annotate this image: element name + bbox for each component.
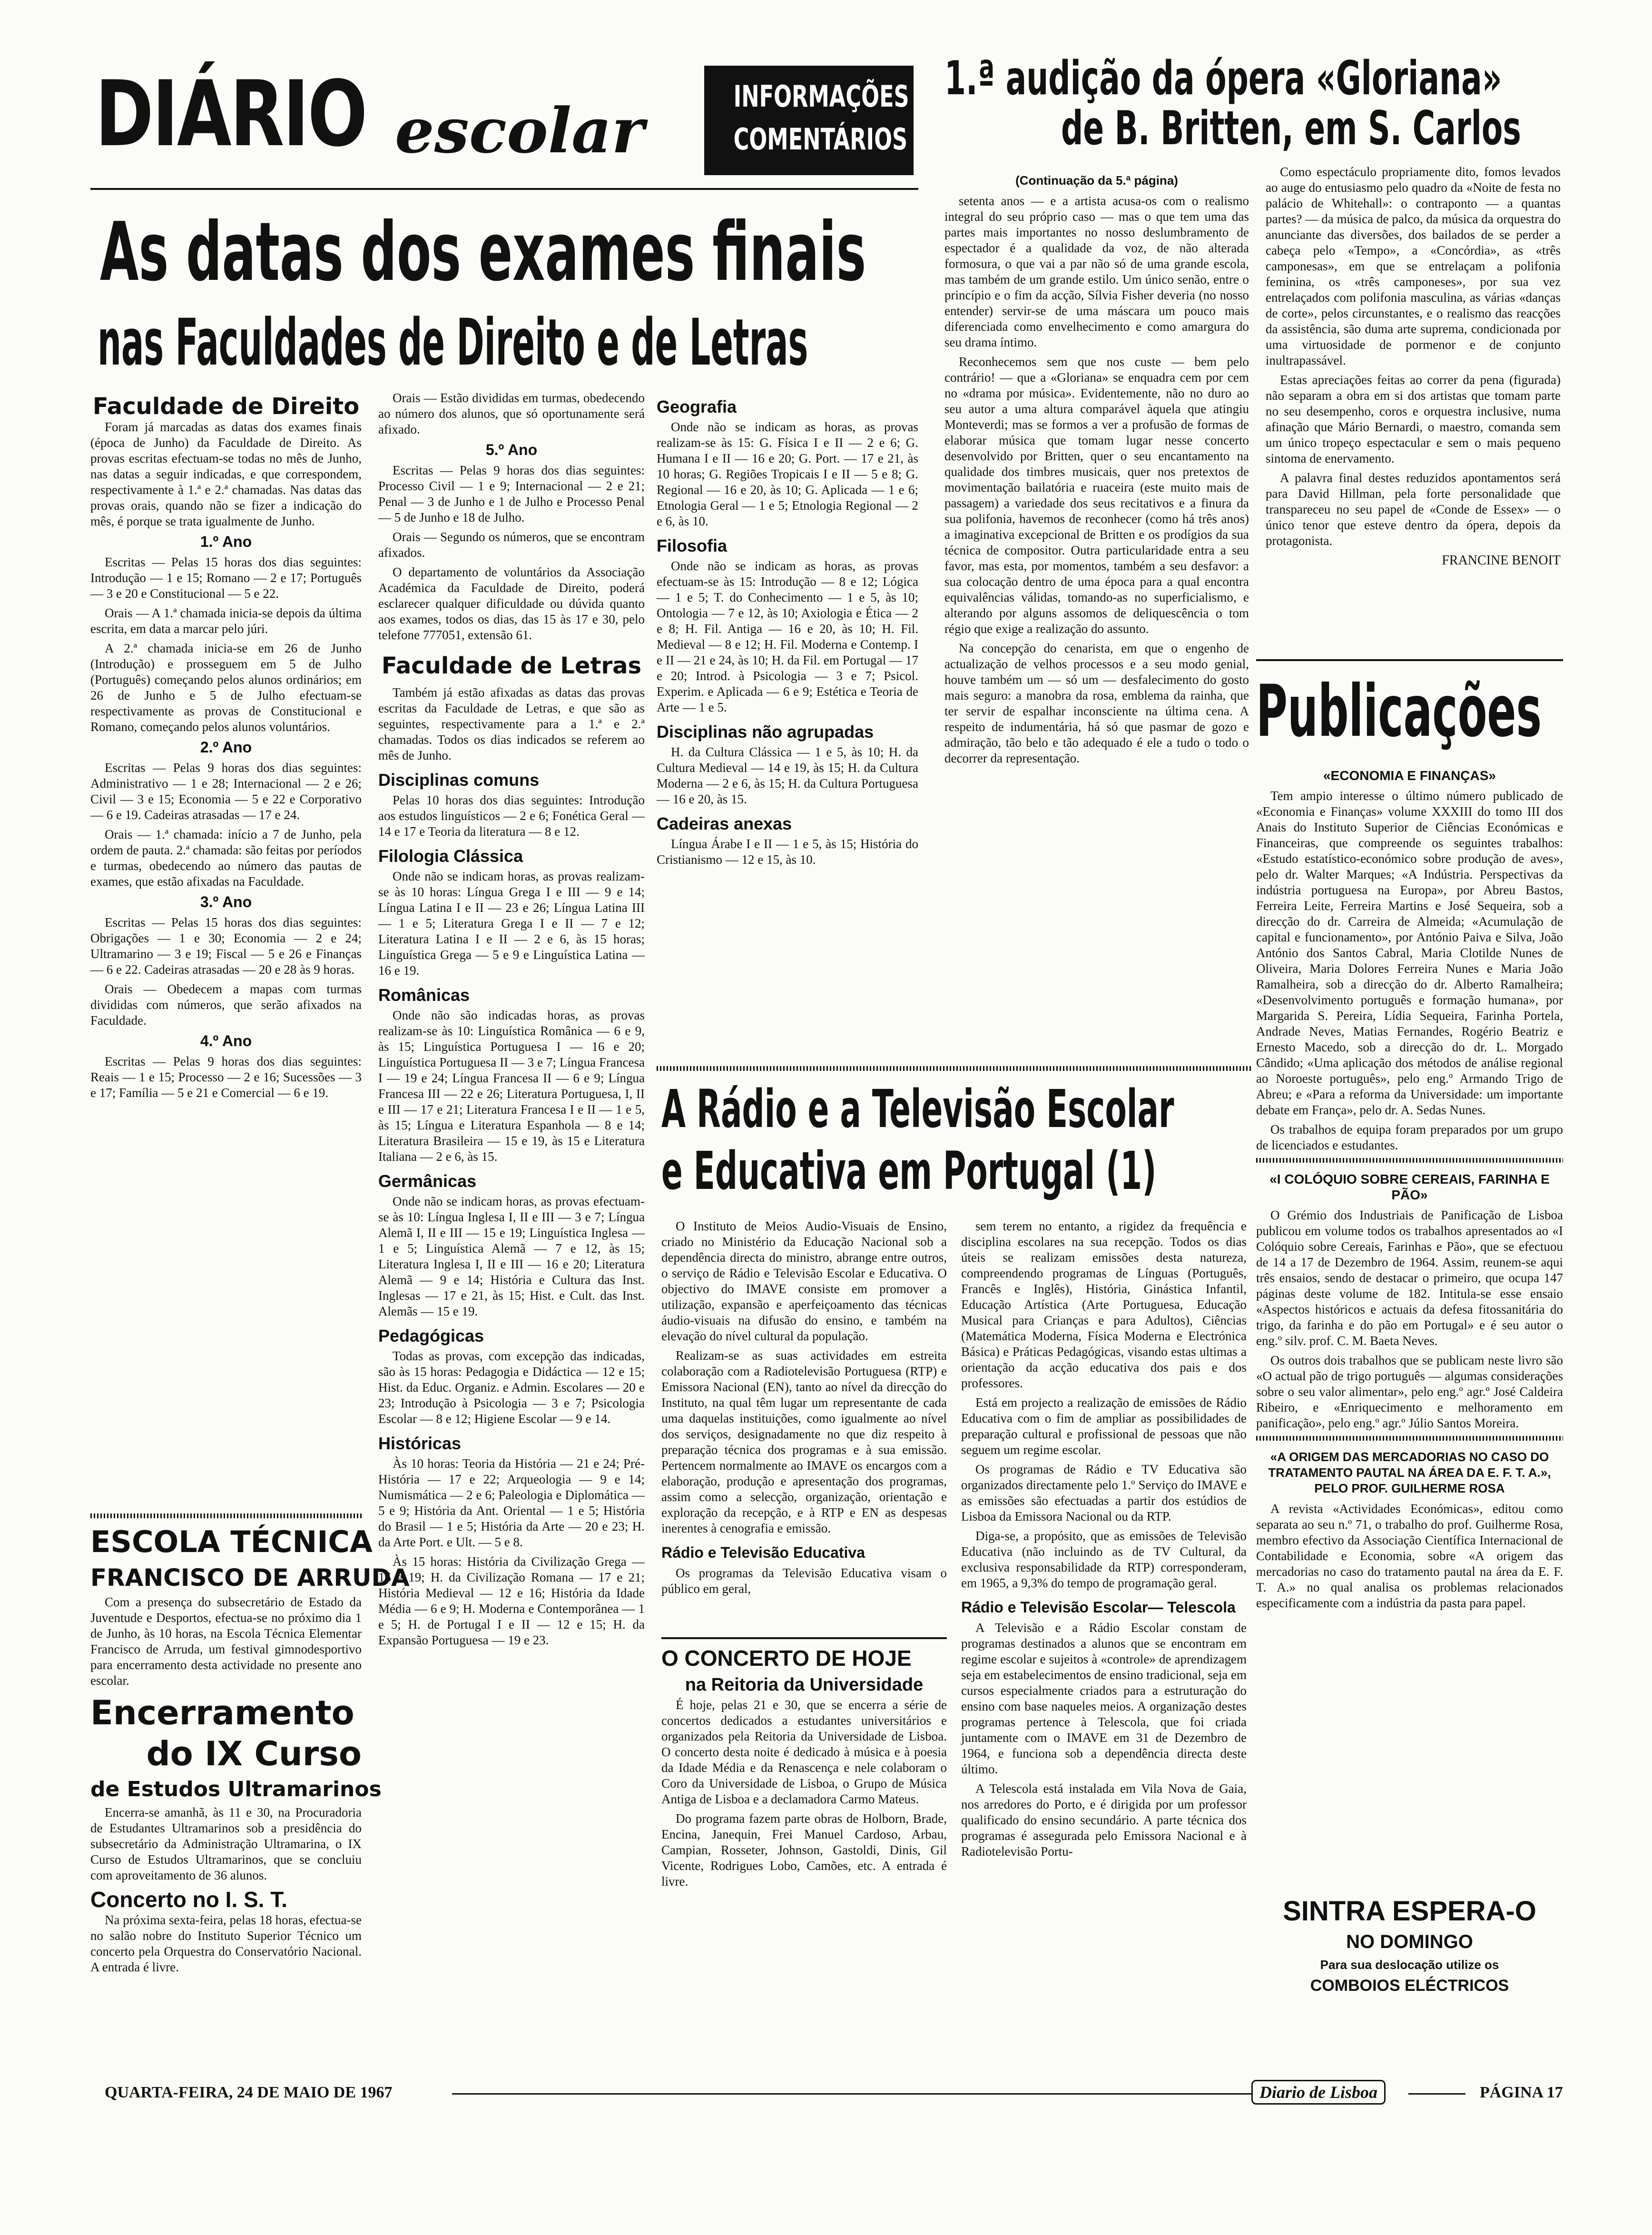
concerto-hoje — [661, 1637, 947, 2070]
historicas-text2: Às 15 horas: História da Civilização Grega — 15 e 19; H. da Civilização Romana — 17 e 21; História Medieval — 12 e 16; História da Idade Média — 6 e 9; H. Moderna e Contemporânea — 1 e 5; H. de Portugal I e II — 12 e 15; H. da Expansão Portuguesa — 19 e 23. — [378, 1554, 645, 1647]
geografia-text: Onde não se indicam as horas, as provas realizam-se às 15: G. Física I e II — 2 e 6; G. Humana I e II — 16 e 20; G. Port. — 17 e 21, às 10 horas; G. Regiões Tropicais I e II — 5 e 8; G. Regional — 16 e 20, às 10; G. Aplicada — 1 e 6; Etnologia Geral — 1 e 5; Etnologia Regional — 2 e 6, às 10. — [657, 420, 918, 528]
sintra-line3: Para sua deslocação utilize os — [1320, 1958, 1499, 1972]
ano5-voluntarios: O departamento de voluntários da Associação Académica da Faculdade de Direito, poderá esclarecer qualquer dificuldade ou dúvida quanto aos exames, todos os dias, das 15 às 17 e 30, pelo telefone 777051, extensão 61. — [378, 565, 645, 642]
romanicas-text: Onde não são indicadas horas, as provas realizam-se às 10: Linguística Românica — 6 e 9, às 15; Linguística Portuguesa I — 16 e 20; Linguística Portuguesa II — 3 e 7; Língua Francesa I — 19 e 24; Língua Francesa II — 6 e 9; Língua Francesa III — 22 e 26; Literatura Portuguesa, I, II e III — 17 e 21; Literatura Francesa I e II — 1 e 5, às 15; Língua e Literatura Espanhola — 8 e 14; Literatura Brasileira — 15 e 19, às 15 e Literatura Italiana — 2 e 6, às 15. — [378, 1008, 645, 1164]
comuns-text: Pelas 10 horas dos dias seguintes: Introdução aos estudos linguísticos — 2 e 6; Fonética Geral — 14 e 17 e Teoria da literatura — 8 e 12. — [378, 793, 645, 839]
opera-col2 — [1266, 164, 1561, 650]
coloquio-text1: O Grémio dos Industriais de Panificação de Lisboa publicou em volume todos os trabalhos apresentados ao «I Colóquio sobre Cereais, Farinhas e Pão», que se efectuou de 14 a 17 de Dezembro de 1964. Assim, reunem-se aqui três ensaios, sendo de destacar o primeiro, que ocupa 147 páginas deste volume de 182. Intitula-se esse ensaio «Aspectos históricos e actuais da defesa fitossanitária do trigo, da farinha e do pão em Portugal» e é seu autor o eng.º silv. prof. C. M. Baeta Neves. — [1256, 1208, 1563, 1348]
masthead — [90, 57, 918, 186]
footer-line-left — [452, 2093, 1251, 2095]
germanicas-text: Onde não se indicam horas, as provas efectuam-se às 10: Língua Inglesa I, II e III — 3 e 7; Língua Alemã I, II e III — 15 e 19; Linguística Inglesa — 1 e 5; Linguística Alemã — 7 e 12, às 15; Literatura Inglesa I, II e III — 16 e 20; Literatura Alemã — 9 e 14; História e Cultura das Inst. Inglesas — 17 e 21, às 15; Hist. e Cult. das Inst. Alemãs — 15 e 19. — [378, 1194, 645, 1318]
ano5-escritas: Escritas — Pelas 9 horas dos dias seguintes: Processo Civil — 1 e 9; Internacional — 2 e 21; Penal — 3 de Junho e 1 de Julho e Processo Penal — 5 de Junho e 18 de Julho. — [378, 463, 645, 524]
filosofia-text: Onde não se indicam as horas, as provas efectuam-se às 15: Introdução — 8 e 12; Lógica — 1 e 5; T. do Conhecimento — 1 e 5, às 10; Ontologia — 7 e 12, às 10; Axiologia e Ética — 2 e 8; H. Fil. Antiga — 16 e 20, às 10; H. Fil. Medieval — 8 e 12; H. Fil. Moderna e Contemp. I e II — 21 e 24, às 10; H. da Fil. em Portugal — 17 e 20; Introd. à Psicologia — 3 e 7; Psicol. Experim. e Aplicada — 6 e 9; Estética e Teoria de Arte — 1 e 5. — [657, 559, 918, 714]
ano5-heading: 5.º Ano — [485, 441, 538, 458]
opera-title1: 1.ª audição da ópera «Gloriana» — [944, 51, 1502, 106]
separator — [1256, 1436, 1563, 1441]
radio-p2: Realizam-se as suas actividades em estreita colaboração com a Radiotelevisão Portuguesa (RTP) e Emissora Nacional (EN), tanto ao nível da direcção do Instituto, na qual têm lugar um representante de cada uma daquelas instituições, como igualmente ao nível dos serviços, designadamente no que diz respeito à preparação técnica dos programas e à sua emissão. Pertencem normalmente ao IMAVE os encargos com a elaboração, produção e apresentação dos programas, assim como a selecção, organização, orientação e exploração da recepção, e à RTP e EN as despesas inerentes à cenografia e emissão. — [661, 1348, 947, 1535]
radio-col1 — [661, 1218, 947, 1628]
pedagogicas-heading: Pedagógicas — [378, 1326, 484, 1345]
col2 — [378, 390, 645, 2070]
escola-text: Com a presença do subsecretário de Estado da Juventude e Desportos, efectua-se no próximo dia 1 de Junho, às 10 horas, na Escola Técnica Elementar Francisco de Arruda, um festival gimnodesportivo para encerramento desta actividade no presente ano escolar. — [90, 1595, 362, 1688]
masthead-rule — [90, 188, 918, 190]
radio-title2: e Educativa em Portugal (1) — [661, 1140, 1157, 1201]
masthead-title-bold: DIÁRIO — [95, 61, 366, 167]
ano1-heading: 1.º Ano — [200, 533, 252, 550]
radio-p3: sem terem no entanto, a rigidez da frequência e disciplina escolares na sua recepção. Todos os dias úteis se realizam emissões desta natureza, compreendendo programas de Línguas (Português, Francês e Inglês), História, Ginástica Infantil, Educação Artística (Arte Portuguesa, Educação Musical para Crianças e para Adultos), Ciências (Matemática Moderna, Física Moderna e Electrónica Básica) e Práticas Pedagógicas, visando estas ultimas a orientação da acção educativa dos pais e dos professores. — [961, 1219, 1247, 1390]
ano1-chamada: A 2.ª chamada inicia-se em 26 de Junho (Introdução) e prosseguem em 5 de Julho (Português) começando pelos alunos ordinários; em 26 de Junho e 5 de Julho efectuam-se respectivamente as provas de Constitucional e Romano, começando pelos alunos voluntários. — [90, 641, 362, 734]
ano3-heading: 3.º Ano — [200, 893, 252, 910]
comuns-heading: Disciplinas comuns — [378, 770, 540, 790]
ano3-escritas: Escritas — Pelas 15 horas dos dias seguintes: Obrigações — 1 e 30; Economia — 2 e 24; Ultramarino — 3 e 19; Fiscal — 5 e 26 e Finanças — 6 e 22. Cadeiras atrasadas — 20 e 28 às 9 horas. — [90, 915, 362, 977]
main-title-line1: As datas dos exames finais — [100, 205, 866, 299]
ano2-escritas: Escritas — Pelas 9 horas dos dias seguintes: Administrativo — 1 e 28; Internacional — 2 e 26; Civil — 3 e 15; Economia — 5 e 22 e Corporativo — 6 e 19. Cadeiras atrasadas — 17 e 24. — [90, 761, 362, 822]
footer-paper: Diario de Lisboa — [1251, 2080, 1386, 2105]
radio-p5: Os programas de Rádio e TV Educativa são organizados directamente pelo 1.º Serviço do IMAVE e as emissões são efectuadas a partir dos estúdios de Lisboa da Emissora Nacional ou da RTP. — [961, 1462, 1247, 1523]
economia-text2: Os trabalhos de equipa foram preparados por um grupo de licenciados e estudantes. — [1256, 1122, 1563, 1152]
radio-col2 — [961, 1218, 1247, 2070]
publicacoes-title: Publicações — [1256, 670, 1542, 753]
radio-top-separator — [657, 1066, 1251, 1071]
opera-author: FRANCINE BENOIT — [1442, 553, 1561, 568]
footer-date: QUARTA-FEIRA, 24 DE MAIO DE 1967 — [105, 2084, 393, 2101]
efta-heading: «A ORIGEM DAS MERCADORIAS NO CASO DO TRATAMENTO PAUTAL NA ÁREA DA E. F. T. A.», PELO PROF. GUILHERME ROSA — [1268, 1450, 1551, 1495]
naoagrupadas-heading: Disciplinas não agrupadas — [657, 722, 874, 742]
radio-sub1: Rádio e Televisão Educativa — [661, 1544, 865, 1561]
publicacoes-rule — [1256, 659, 1563, 661]
ano4-escritas: Escritas — Pelas 9 horas dos dias seguintes: Reais — 1 e 15; Processo — 2 e 16; Sucessões — 3 e 17; Família — 5 e 21 e Comercial — 6 e 19. — [90, 1054, 362, 1100]
efta-text: A revista «Actividades Económicas», editou como separata ao seu n.º 71, o trabalho do prof. Guilherme Rosa, membro efectivo da Associação Científica Internacional de Contabilidade e Economia, sobre «A origem das mercadorias no caso do tratamento pautal na área da E. F. T. A.» no qual analisa os problemas relacionados especificamente com a indústria da pasta para papel. — [1256, 1502, 1563, 1610]
ano1-escritas: Escritas — Pelas 15 horas dos dias seguintes: Introdução — 1 e 15; Romano — 2 e 17; Português — 3 e 20 e Constitucional — 5 e 22. — [90, 555, 362, 601]
concerto-hoje-p2: Do programa fazem parte obras de Holborn, Brade, Encina, Janequin, Frei Manuel Cardoso, Arbau, Campian, Rosseter, Johnson, Gastoldi, Dinis, Gil Vicente, Rodrigues Lobo, Camões, etc. A entrada é livre. — [661, 1811, 947, 1889]
radio-p7: A Televisão e a Rádio Escolar constam de programas destinados a alunos que se encontram em regime escolar e sujeitos à «controle» de aprendizagem seja em estabelecimentos de ensino tradicional, seja em cursos especialmente criados para a estruturação do ensino com base naqueles meios. A organização destes programas pertence à Telescola, que foi criada juntamente com o IMAVE em 31 de Dezembro de 1964, e funciona sob a dependência directa deste último. — [961, 1621, 1247, 1776]
economia-heading: «ECONOMIA E FINANÇAS» — [1323, 768, 1496, 783]
concerto-ist-title: Concerto no I. S. T. — [90, 1887, 288, 1912]
ano3-orais: Orais — Obedecem a mapas com turmas divididas com números, que serão afixados na Faculdade. — [90, 982, 362, 1028]
letras-heading: Faculdade de Letras — [381, 653, 642, 679]
letras-intro: Também já estão afixadas as datas das provas escritas da Faculdade de Letras, e que são as seguintes, respectivamente para a 1.ª e 2.ª chamadas. Todos os dias indicados se referem ao mês de Junho. — [378, 685, 645, 762]
escola-title1: ESCOLA TÉCNICA — [90, 1524, 373, 1559]
enc-title3: de Estudos Ultramarinos — [90, 1777, 382, 1801]
footer — [90, 2080, 1565, 2108]
opera-p4: Como espectáculo propriamente dito, fomos levados ao auge do entusiasmo pelo quadro da «Noite de festa no palácio de Whitehall»: o contraponto — a quantas partes? — da música de palco, da música da orquestra do anunciante das diversões, dos bailados de se perder a cabeça pelo «Tempo», a «Concórdia», as «três camponesas», em que se entrelaçam a polifonia feminina, os «três camponeses», por sua vez entrelaçados com polifonia masculina, as várias «danças de corte», pelos circunstantes, e o realismo das reacções da assistência, são duma arte suprema, condicionada por uma virtuosidade de pormenor e de conjunto inultrapassável. — [1266, 165, 1561, 367]
concerto-ist-text: Na próxima sexta-feira, pelas 18 horas, efectua-se no salão nobre do Instituto Superior Técnico um concerto pela Orquestra do Conservatório Nacional. A entrada é livre. — [90, 1913, 362, 1974]
masthead-box-line2: COMENTÁRIOS — [733, 122, 908, 157]
sintra-line4: COMBOIOS ELÉCTRICOS — [1310, 1977, 1509, 1995]
direito-intro: Foram já marcadas as datas dos exames finais (época de Junho) da Faculdade de Direito. As provas escritas efectuam-se todas no mês de Junho, nas datas a seguir indicadas, e que correspondem, respectivamente à 1.ª e 2.ª chamadas. Nas datas das provas orais, quando não se fizer a indicação do mês, é porque se trata igualmente de Junho. — [90, 420, 362, 528]
germanicas-heading: Germânicas — [378, 1171, 477, 1191]
enc-title2: do IX Curso — [146, 1734, 362, 1773]
ano2-orais: Orais — 1.ª chamada: início a 7 de Junho, pela ordem de pauta. 2.ª chamada: são feitas por períodos e turmas, obedecendo ao número das pautas de exames, que estão afixadas na Faculdade. — [90, 827, 362, 889]
ano5-orais: Orais — Segundo os números, que se encontram afixados. — [378, 530, 645, 560]
footer-page: PÁGINA 17 — [1480, 2084, 1563, 2101]
radio-p6: Diga-se, a propósito, que as emissões de Televisão Educativa (não incluindo as de TV Cultural, da exclusiva responsabilidade da RTP) corresponderam, em 1965, a 9,3% do tempo de programação geral. — [961, 1529, 1247, 1590]
footer-line-right — [1408, 2093, 1465, 2095]
classica-heading: Filologia Clássica — [378, 846, 523, 866]
opera-p1: setenta anos — e a artista acusa-os com o realismo integral do seu próprio caso — mas o que tem uma das partes mais importantes no nosso deslumbramento de espectador é a qualidade da voz, de não alterada formosura, o que vai a par não só de uma grande escola, mas também de um grande estilo. Um único senão, entre o princípio e o fim da acção, Sílvia Fisher deveria (no nosso entender) servir-se de uma máscara um pouco mais diferenciada como envelhecimento e como amargura do seu drama íntimo. — [944, 194, 1249, 349]
enc-title1: Encerramento — [90, 1693, 354, 1732]
col3 — [657, 390, 918, 1066]
filosofia-heading: Filosofia — [657, 536, 728, 555]
coloquio-heading: «I COLÓQUIO SOBRE CEREAIS, FARINHA E PÃO» — [1269, 1172, 1550, 1202]
opera-continuation: (Continuação da 5.ª página) — [1015, 173, 1178, 188]
pedagogicas-text: Todas as provas, com excepção das indicadas, são às 15 horas: Pedagogia e Didáctica — 12 e 15; Hist. da Educ. Organiz. e Admin. Escolares — 20 e 23; Introdução à Psicologia — 3 e 7; Psicologia Escolar — 8 e 12; Higiene Escolar — 9 e 14. — [378, 1349, 645, 1426]
main-title-line2: nas Faculdades de Direito e de Letras — [98, 305, 808, 380]
masthead-title-script: escolar — [395, 94, 644, 167]
separator — [90, 1513, 362, 1518]
concerto-hoje-title2: na Reitoria da Universidade — [685, 1675, 924, 1695]
historicas-text1: Às 10 horas: Teoria da História — 21 e 24; Pré-História — 17 e 22; Arqueologia — 9 e 14; Numismática — 2 e 6; Paleologia e Diplomática — 5 e 9; História da Ant. Oriental — 1 e 5; História do Brasil — 1 e 5; História da Arte — 20 e 23; H. da Arte Port. e Ult. — 5 e 8. — [378, 1456, 645, 1549]
left-lower-column — [90, 1509, 410, 2070]
anexas-text: Língua Árabe I e II — 1 e 5, às 15; História do Cristianismo — 12 e 15, às 10. — [657, 837, 918, 867]
historicas-heading: Históricas — [378, 1434, 462, 1453]
opera-title2: de B. Britten, em S. Carlos — [1061, 101, 1521, 156]
opera-col1 — [944, 164, 1249, 1059]
sintra-line1: SINTRA ESPERA-O — [1283, 1896, 1536, 1927]
radio-p1: O Instituto de Meios Audio-Visuais de Ensino, criado no Ministério da Educação Nacional sob a dependência directa do ministro, abrange entre outros, o serviço de Rádio e Televisão Escolar e Educativa. O objectivo do IMAVE consiste em promover a utilização, expansão e aperfeiçoamento das técnicas áudio-visuais na difusão do ensino, e também na elevação do nível cultural da população. — [661, 1219, 947, 1343]
radio-sub1-text: Os programas da Televisão Educativa visam o público em geral, — [661, 1566, 947, 1596]
concerto-hoje-p1: É hoje, pelas 21 e 30, que se encerra a série de concertos dedicados a estudantes universitários e organizados pela Reitoria da Universidade de Lisboa. O concerto desta noite é dedicado à música e à poesia da Idade Média e da Renascença e nele colaboram o Coro da Universidade de Lisboa, o Grupo de Música Antiga de Lisboa e a declamadora Carmo Mateus. — [661, 1698, 947, 1806]
separator — [1256, 1158, 1563, 1163]
opera-p2: Reconhecemos sem que nos custe — bem pelo contrário! — que a «Gloriana» se enquadra cem por cem no «drama por música». Evidentemente, não no duro ao seu autor a uma altura comparável àquela que atingiu Monteverdi; mas se formos a ver a profusão de formas de elaborar música que tomam lugar nesse concerto desenvolvido por Britten, quer o seu encantamento na qualidade dos timbres musicais, quer nos pretextos de movimentação bailatória e ruaceira (este muito mais de passagem) a variedade dos seus recitativos e a finura da sua polifonia, havemos de reconhecer (como há três anos) a imaginativa excepcional de Britten e os prodígios da sua técnica de compositor. Outra particularidade entra a seu favor, mas esta, por momentos, também a seu desfavor: a sua colocação dentro de uma época para a qual encontra equivalências válidas, tomando-as no superficialismo, e alterando por alguns assomos de deliquescência o tom régio que exige a realização do assunto. — [944, 355, 1249, 636]
enc-text: Encerra-se amanhã, às 11 e 30, na Procuradoria de Estudantes Ultramarinos sob a presidência do subsecretário da Administração Ultramarina, o IX Curso de Estudos Ultramarinos, que se concluiu com aproveitamento de 36 alunos. — [90, 1805, 362, 1882]
geografia-heading: Geografia — [657, 397, 737, 416]
concerto-hoje-title1: O CONCERTO DE HOJE — [661, 1646, 912, 1671]
radio-sub2: Rádio e Televisão Escolar— Telescola — [961, 1599, 1236, 1616]
naoagrupadas-text: H. da Cultura Clássica — 1 e 5, às 10; H. da Cultura Medieval — 14 e 19, às 15; H. da Cultura Moderna — 2 e 6, às 15; H. da Cultura Portuguesa — 16 e 20, às 15. — [657, 745, 918, 806]
concerto-hoje-rule — [661, 1637, 947, 1639]
masthead-box — [704, 66, 914, 175]
escola-title2: FRANCISCO DE ARRUDA — [90, 1564, 410, 1592]
ano2-heading: 2.º Ano — [200, 739, 252, 756]
sintra-line2: NO DOMINGO — [1346, 1931, 1473, 1952]
publicacoes-column — [1256, 759, 1563, 1882]
ano1-orais: Orais — A 1.ª chamada inicia-se depois da última escrita, em data a marcar pelo júri. — [90, 606, 362, 636]
coloquio-text2: Os outros dois trabalhos que se publicam neste livro são «O actual pão de trigo português — algumas considerações sobre o seu valor alimentar», pelo eng.º agr.º José Caldeira Ribeiro, e «Enriquecimento e melhoramento em panificação», pelo eng.º agr.º Júlio Santos Moreira. — [1256, 1353, 1563, 1430]
radio-p8: A Telescola está instalada em Vila Nova de Gaia, nos arredores do Porto, e é dirigida por um professor qualificado do ensino secundário. A parte técnica dos programas é assegurada pelo Emissora Nacional e à Radiotelevisão Portu- — [961, 1781, 1247, 1859]
economia-text1: Tem ampio interesse o último número publicado de «Economia e Finanças» volume XXXIII do tomo III dos Anais do Instituto Superior de Ciências Económicas e Financeiras, que compreende os seguintes trabalhos: «Estudo estatístico-económico sobre produção de aves», pelo dr. Walter Marques; «A Indústria. Perspectivas da indústria portuguesa na Europa», por Abreu Bastos, Ferreira Leite, Ferreira Martins e José Sequeira, sob a direcção do dr. Carreira de Almeida; «Acumulação de capital e funcionamento», por António Paiva e Silva, João António dos Santos Cabral, Maria Clotilde Nunes de Oliveira, Maria Dolores Ferreira Nunes e Maria João Ramalheira, sob a direcção do dr. Alberto Ramalheira; «Desenvolvimento português e formação humana», por Margarida S. Pereira, Lídia Sequeira, Farinha Portela, Andrade Neves, Matias Fernandes, Rogério Beatriz e Ernesto Macedo, sob a direcção do dr. L. Morgado Cândido; «Uma aplicação dos métodos de análise regional ao Noroeste português», pelo eng.º Armando Trigo de Abreu; e «Para a reforma da Universidade: um importante debate em França», pelo dr. A. Sedas Nunes. — [1256, 789, 1563, 1117]
radio-p4: Está em projecto a realização de emissões de Rádio Educativa com o fim de ampliar as possibilidades de preparação cultural e profissional de pessoas que não seguem um regime escolar. — [961, 1395, 1247, 1457]
ano4-orais: Orais — Estão divididas em turmas, obedecendo ao número dos alunos, que só oportunamente será afixado. — [378, 391, 645, 436]
sintra-ad — [1256, 1894, 1563, 2056]
ano4-heading: 4.º Ano — [200, 1032, 252, 1049]
direito-column — [90, 390, 362, 1499]
direito-heading: Faculdade de Direito — [92, 393, 360, 420]
opera-p3: Na concepção do cenarista, em que o engenho de actualização de velhos processos e a seu modo genial, houve também um — só um — desfalecimento do gosto mais seguro: a manobra da rosa, emblema da rainha, que ter servir de espalhar inconsciente na última cena. A respeito de indumentária, há só que pasmar de gozo e admiração, tão belo e tão adequado é ele a tudo o todo o decorrer da representação. — [944, 641, 1249, 765]
classica-text: Onde não se indicam horas, as provas realizam-se às 10 horas: Língua Grega I e III — 9 e 14; Língua Latina I e II — 23 e 26; Língua Latina III — 1 e 5; Literatura Grega I e II — 7 e 12; Literatura Latina I e II — 2 e 6, às 15 horas; Linguística Grega — 5 e 9 e Linguística Latina — 16 e 19. — [378, 869, 645, 978]
opera-p6: A palavra final destes reduzidos apontamentos será para David Hillman, pela forte personalidade que transpareceu no seu papel de «Conde de Essex» — o único tenor que esteve dentro da ópera, depois da protagonista. — [1266, 471, 1561, 548]
radio-title1: A Rádio e a Televisão Escolar — [661, 1078, 1174, 1139]
romanicas-heading: Românicas — [378, 985, 470, 1005]
masthead-box-line1: INFORMAÇÕES — [733, 79, 909, 114]
opera-p5: Estas apreciações feitas ao correr da pena (figurada) não separam a obra em si dos artistas que tomam parte no seu desempenho, coros e orquestra inclusive, numa afinação que Mário Bernardi, o maestro, comanda sem um único tropeço espectacular e sem o mais pequeno sintoma de enervamento. — [1266, 373, 1561, 465]
anexas-heading: Cadeiras anexas — [657, 814, 792, 833]
